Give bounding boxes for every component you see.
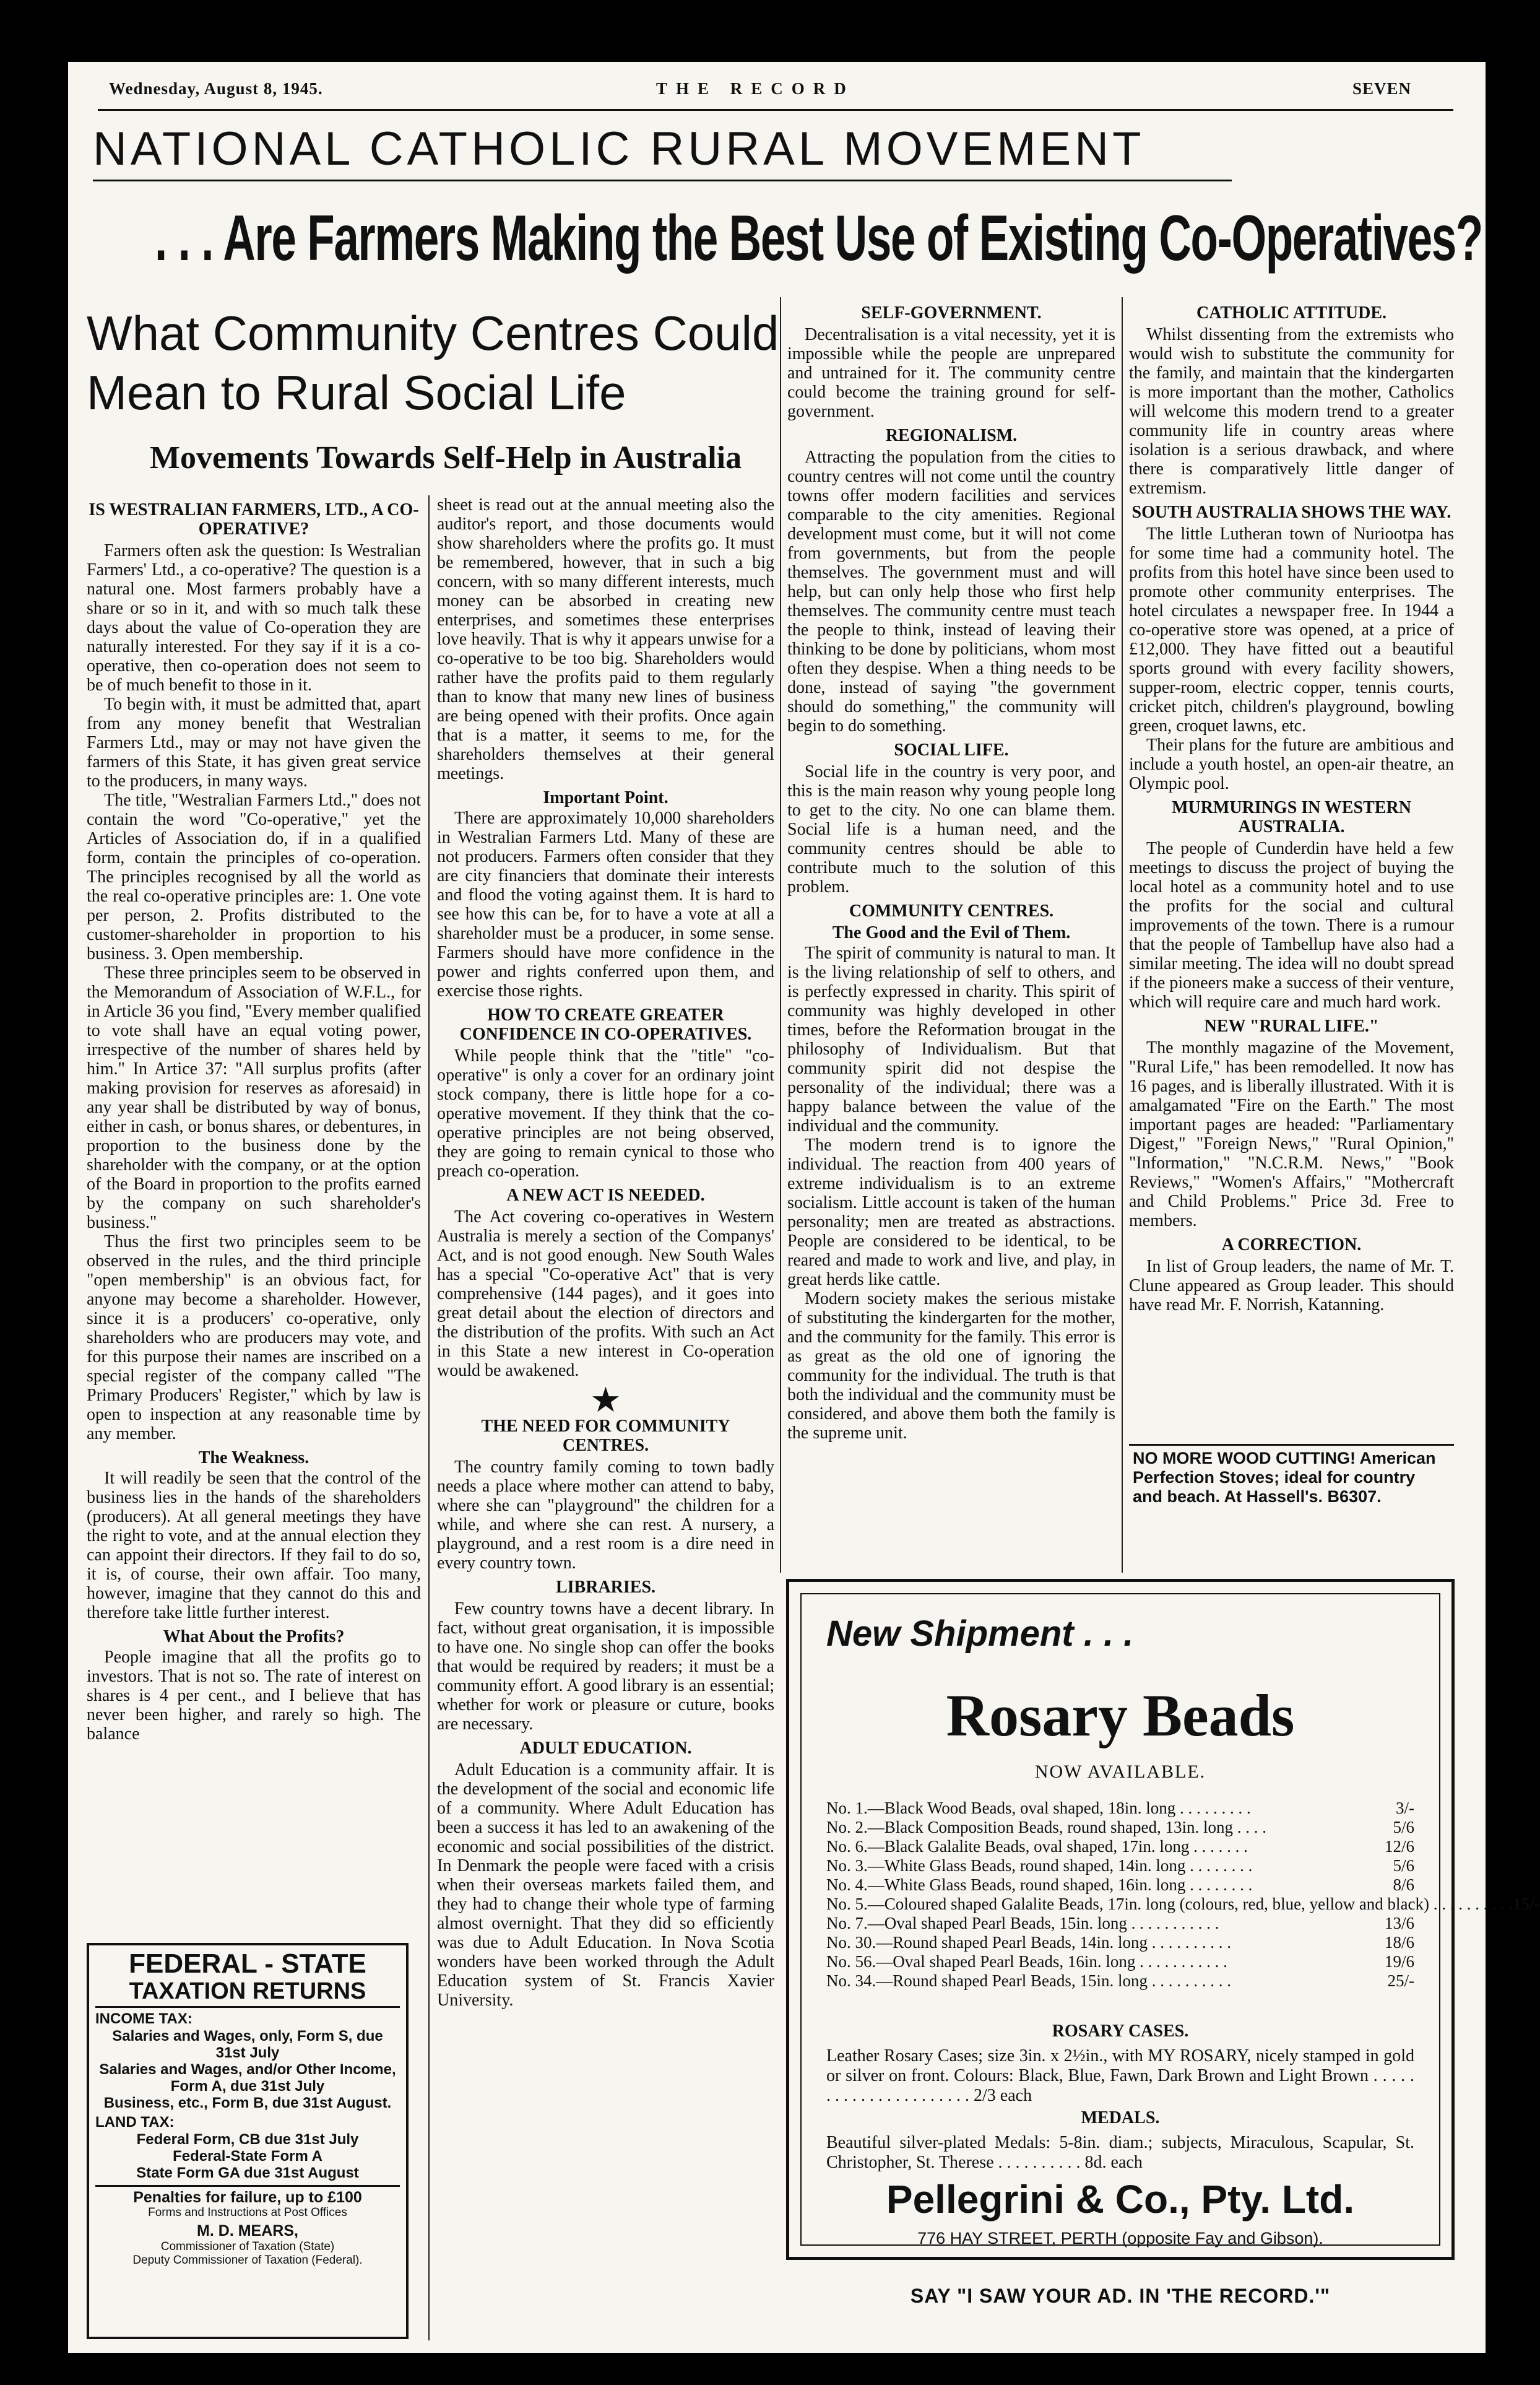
col2-heading-community-centres: THE NEED FOR COMMUNITY CENTRES.: [481, 1417, 730, 1455]
rosary-item-name: No. 5.—Coloured shaped Galalite Beads, 17in. long (colours, red, blue, yellow and black) . . . . . . . . . .: [826, 1895, 1513, 1913]
wood-ad-rule: [1129, 1444, 1454, 1446]
col1-paragraph: To begin with, it must be admitted that, apart from any money benefit that Westralian Farmers Ltd., may or may not have given the farmers of this State, it has given great service to the producers, in many ways.: [87, 695, 421, 791]
article-column-1: [87, 495, 421, 1938]
col2-paragraph: While people think that the "title" "co-operative" is only a cover for an ordinary joint stock company, there is little hope for a co-operative movement. If they think that the co-operative principles are not being observed, they are going to remain cynical to those who preach co-operation.: [437, 1046, 774, 1181]
tax-ad-line: State Form GA due 31st August: [136, 2165, 359, 2181]
firm-address: 776 HAY STREET, PERTH (opposite Fay and Gibson).: [917, 2229, 1323, 2248]
tax-ad-land-heading: LAND TAX:: [95, 2114, 175, 2131]
col3-paragraph: Social life in the country is very poor, and this is the main reason why young people long to get to the city. No one can blame them. Social life is a human need, and the community centres should be able to contribute much to the solution of this problem.: [787, 762, 1115, 897]
col1-paragraph: The title, "Westralian Farmers Ltd.," does not contain the word "Co-operative," yet the Articles of Association do, if in a qualified form, contain the principles of co-operation. The principles recognised by all the world as the real co-operative principles are: 1. One vote per person, 2. Profits distributed to the customer-shareholder in proportion to his business. 3. Open membership.: [87, 791, 421, 963]
col4-heading-rural-life: NEW "RURAL LIFE.": [1204, 1017, 1379, 1036]
rosary-item-row: [826, 1799, 1414, 1818]
subheadline-line-2: Mean to Rural Social Life: [87, 365, 626, 420]
tax-ad-line: Salaries and Wages, only, Form S, due 31st July: [112, 2028, 383, 2061]
subheadline: [87, 303, 792, 422]
rosary-item-row: [826, 1971, 1414, 1991]
col4-paragraph: Their plans for the future are ambitious and include a youth hostel, an open-air theatre, an Olympic pool.: [1129, 736, 1454, 793]
rosary-items-list: [826, 1799, 1540, 1991]
rosary-item-name: No. 2.—Black Composition Beads, round shaped, 13in. long . . . .: [826, 1818, 1266, 1836]
tax-ad-income-heading: INCOME TAX:: [95, 2010, 192, 2027]
column-rule: [1122, 297, 1123, 1573]
article-column-2: [437, 495, 774, 2347]
tax-ad-line: Salaries and Wages, and/or Other Income, Form A, due 31st July: [99, 2061, 396, 2095]
col3-paragraph: The modern trend is to ignore the individual. The reaction from 400 years of extreme individualism is to an extreme socialism. Little account is taken of the human personality; men are treated as abstractions. People are considered to be identical, to be reared and made to work and live, and play, in great herds like cattle.: [787, 1136, 1115, 1289]
col3-heading-social-life: SOCIAL LIFE.: [894, 741, 1009, 760]
col4-paragraph: Whilst dissenting from the extremists who would wish to substitute the community for the family, and maintain that the kindergarten is more important than the mother, Catholics will welcome this modern trend to a greater community life in country areas where isolation is a serious drawback, and where there is comparatively little danger of extremism.: [1129, 325, 1454, 498]
col3-subheading: The Good and the Evil of Them.: [832, 923, 1071, 942]
col2-heading-new-act: A NEW ACT IS NEEDED.: [506, 1186, 705, 1205]
rosary-item-name: No. 56.—Oval shaped Pearl Beads, 16in. long . . . . . . . . . . .: [826, 1952, 1227, 1971]
rosary-ad-available: NOW AVAILABLE.: [1034, 1762, 1206, 1782]
col1-heading-1: IS WESTRALIAN FARMERS, LTD., A CO-OPERATIVE?: [89, 500, 419, 539]
star-divider-icon: ★: [590, 1381, 621, 1420]
rosary-item-price: 3/-: [1396, 1799, 1414, 1817]
rosary-item-row: [826, 1895, 1540, 1914]
rosary-item-price: 18/6: [1384, 1933, 1414, 1952]
col1-paragraph: Farmers often ask the question: Is Westralian Farmers' Ltd., a co-operative? The question is a natural one. Most farmers probably have a share or so in it, and with so much talk these days about the value of Co-operation they are naturally interested. For they say if it is a co-operative, then co-operation does not seem to be of much benefit to those in it.: [87, 541, 421, 695]
tax-ad-penalty: Penalties for failure, up to £100: [95, 2185, 400, 2206]
col3-paragraph: Modern society makes the serious mistake of substituting the kindergarten for the mother, and the community for the family. This error is as great as the old one of ignoring the community for the individual. The truth is that both the individual and the community must be considered, and above them both the family is the supreme unit.: [787, 1289, 1115, 1443]
col2-heading-libraries: LIBRARIES.: [555, 1578, 656, 1597]
kicker: Movements Towards Self-Help in Australia: [149, 440, 742, 476]
header-rule: [98, 109, 1453, 111]
folio-paper-name: THE RECORD: [656, 79, 855, 98]
col3-paragraph: The spirit of community is natural to man. It is the living relationship of self to others, and is perfectly expressed in charity. This spirit of community was highly developed in other times, before the Reformation brougat in the philosophy of Individualism. But that community spirit did not despise the personality of the individual; there was a happy balance between the value of the individual and the community.: [787, 944, 1115, 1136]
col2-paragraph: There are approximately 10,000 shareholders in Westralian Farmers Ltd. Many of these are not producers. Farmers often consider that they are city financiers that dominate their interests and flood the voting against them. It is hard to see how this can be, for to have a vote at all a shareholder must be a producer, in some sense. Farmers should have more confidence in the power and rights conferred upon them, and exercise those rights.: [437, 809, 774, 1001]
rosary-beads-ad: [786, 1579, 1540, 2260]
rosary-cases-heading: ROSARY CASES.: [1052, 2022, 1189, 2041]
rosary-item-name: No. 7.—Oval shaped Pearl Beads, 15in. long . . . . . . . . . . .: [826, 1914, 1219, 1932]
folio-page-number: SEVEN: [1352, 79, 1412, 98]
firm-name: Pellegrini & Co., Pty. Ltd.: [886, 2177, 1355, 2222]
say-i-saw-your-ad: SAY "I SAW YOUR AD. IN 'THE RECORD.'": [910, 2285, 1331, 2307]
col2-paragraph: The country family coming to town badly needs a place where mother can attend to baby, where she can "playground" the children for a while, and where she can rest. A nursery, a playground, and a rest room is a dire need in every country town.: [437, 1458, 774, 1573]
folio-date: Wednesday, August 8, 1945.: [109, 79, 323, 98]
rosary-item-name: No. 34.—Round shaped Pearl Beads, 15in. long . . . . . . . . . .: [826, 1971, 1231, 1990]
tax-ad-title-1: FEDERAL - STATE: [129, 1948, 366, 1979]
col2-heading-adult-education: ADULT EDUCATION.: [519, 1739, 692, 1758]
rosary-item-name: No. 6.—Black Galalite Beads, oval shaped, 17in. long . . . . . . .: [826, 1837, 1248, 1856]
tax-ad-title-2: TAXATION RETURNS: [95, 1979, 400, 2008]
col4-heading-catholic-attitude: CATHOLIC ATTITUDE.: [1196, 303, 1387, 323]
rosary-item-row: [826, 1875, 1414, 1895]
column-rule: [780, 297, 781, 1573]
rosary-item-price: 5/6: [1393, 1856, 1414, 1875]
rosary-item-price: 25/-: [1387, 1971, 1414, 1990]
tax-ad-forms: Forms and Instructions at Post Offices: [148, 2206, 347, 2219]
col4-heading-south-australia: SOUTH AUSTRALIA SHOWS THE WAY.: [1131, 503, 1451, 522]
rosary-item-name: No. 30.—Round shaped Pearl Beads, 14in. long . . . . . . . . . .: [826, 1933, 1231, 1952]
medals-heading: MEDALS.: [1081, 2108, 1160, 2127]
rosary-item-price: 19/6: [1384, 1952, 1414, 1971]
col4-paragraph: In list of Group leaders, the name of Mr. T. Clune appeared as Group leader. This should have read Mr. F. Norrish, Katanning.: [1129, 1257, 1454, 1314]
article-column-4: [1129, 303, 1454, 1443]
col4-paragraph: The people of Cunderdin have held a few meetings to discuss the project of buying the local hotel as a community hotel and to use the profits for the social and cultural improvements of the town. There is a rumour that the people of Tambellup have also had a similar meeting. The idea will no doubt spread if the pioneers make a success of their venture, which will require care and much hard work.: [1129, 839, 1454, 1012]
tax-ad-line: Federal-State Form A: [173, 2148, 322, 2165]
tax-ad-signer: M. D. MEARS,: [197, 2222, 298, 2239]
col2-paragraph: Adult Education is a community affair. It is the development of the social and economic life of a community. Where Adult Education has been a success it has led to an awakening of the economic and social possibilities of the district. In Denmark the people were faced with a crisis when their overseas markets failed them, and they had to change their whole type of farming almost overnight. That they did so efficiently was due to Adult Education. In Nova Scotia wonders have been worked through the Adult Education system of St. Francis Xavier University.: [437, 1760, 774, 2010]
rosary-ad-title: Rosary Beads: [946, 1682, 1295, 1749]
section-title: NATIONAL CATHOLIC RURAL MOVEMENT: [93, 123, 1145, 175]
rosary-item-row: [826, 1914, 1414, 1933]
rosary-item-row: [826, 1952, 1414, 1971]
newspaper-sheet: [68, 62, 1540, 2353]
tax-ad-role: Commissioner of Taxation (State): [160, 2240, 335, 2253]
col3-heading-regionalism: REGIONALISM.: [885, 426, 1018, 445]
tax-ad-line: Federal Form, CB due 31st July: [136, 2131, 359, 2148]
col4-paragraph: The monthly magazine of the Movement, "Rural Life," has been remodelled. It now has 16 pages, and is liberally illustrated. With it is amalgamated "Fire on the Earth." The most important pages are headed: "Parliamentary Digest," "Foreign News," "Rural Opinion," "Information," "N.C.R.M. News," "Book Reviews," "Women's Affairs," "Mothercraft and Child Problems." Price 3d. Free to members.: [1129, 1038, 1454, 1230]
col2-paragraph: Few country towns have a decent library. In fact, without great organisation, it is impossible to have one. No single shop can offer the books that would be required by readers; it must be a community effort. A good library is an essential; whether for work or pleasure or cuture, books are necessary.: [437, 1599, 774, 1734]
col1-paragraph: Thus the first two principles seem to be observed in the rules, and the third principle "open membership" is an obvious fact, for anyone may become a shareholder. However, since it is a producers' co-operative, only shareholders who are producers may vote, and for this purpose their names are inscribed on a special register of the company called "The Primary Producers' Register," which by law is open to inspection at any reasonable time by any member.: [87, 1232, 421, 1443]
article-column-3: [787, 303, 1115, 1560]
col4-heading-murmurings: MURMURINGS IN WESTERN AUSTRALIA.: [1172, 798, 1411, 836]
rosary-item-row: [826, 1856, 1414, 1875]
rosary-item-row: [826, 1837, 1414, 1856]
rosary-ad-inner-border: [800, 1593, 1540, 2248]
medals-text: Beautiful silver-plated Medals: 5-8in. diam.; subjects, Miraculous, Scapular, St. Christopher, St. Therese . . . . . . . . . . 8d. each: [826, 2133, 1414, 2172]
rosary-item-name: No. 4.—White Glass Beads, round shaped, 16in. long . . . . . . . .: [826, 1875, 1253, 1894]
subheadline-line-1: What Community Centres Could: [87, 306, 779, 360]
col4-heading-correction: A CORRECTION.: [1221, 1235, 1362, 1254]
col4-paragraph: The little Lutheran town of Nuriootpa has for some time had a community hotel. The profits from this hotel have since been used to promote other community enterprises. The hotel circulates a newspaper free. In 1944 a co-operative store was opened, at a price of £12,000. They have fitted out a beautiful sports ground with every facility showers, supper-room, electric copper, tennis courts, cricket pitch, children's playground, bowling green, croquet lawns, etc.: [1129, 524, 1454, 736]
rosary-item-price: 5/6: [1393, 1818, 1414, 1836]
col1-paragraph: These three principles seem to be observed in the Memorandum of Association of W.F.L., for in Article 36 you find, "Every member qualified to vote shall have an equal voting power, irrespective of the number of shares held by him." In Artice 37: "All surplus profits (after making provision for reserves as aforesaid) in any year shall be distributed by way of bonus, either in cash, or bonus shares, or debentures, in proportion to the business done by the shareholder with the company, or at the option of the Board in proportion to the profits earned by the company on such shareholder's business.": [87, 963, 421, 1232]
col1-paragraph: People imagine that all the profits go to investors. That is not so. The rate of interest on shares is 4 per cent., and I believe that has never been higher, and rarely so high. The balance: [87, 1648, 421, 1744]
col1-heading-profits: What About the Profits?: [163, 1627, 345, 1646]
headline: . . . Are Farmers Making the Best Use of Existing Co-Operatives?: [155, 202, 1482, 274]
tax-ad-line: Business, etc., Form B, due 31st August.: [103, 2095, 392, 2111]
rosary-ad-header: New Shipment . . .: [826, 1614, 1134, 1654]
taxation-returns-ad: [87, 1943, 409, 2339]
col3-heading-community-centres: COMMUNITY CENTRES.: [849, 901, 1054, 921]
rosary-item-price: 8/6: [1393, 1875, 1414, 1894]
col2-heading-confidence: HOW TO CREATE GREATER CONFIDENCE IN CO-OPERATIVES.: [459, 1006, 752, 1044]
rosary-item-price: 15/-: [1513, 1895, 1540, 1913]
rosary-item-name: No. 3.—White Glass Beads, round shaped, 14in. long . . . . . . . .: [826, 1856, 1253, 1875]
col2-heading-important-point: Important Point.: [543, 788, 668, 807]
col2-paragraph: sheet is read out at the annual meeting also the auditor's report, and those documents would show shareholders where the profits go. It must be remembered, however, that in such a big concern, with so many different interests, much money can be absorbed in creating new enterprises, and sometimes these enterprises love heavily. That is why it appears unwise for a co-operative to be too big. Shareholders would rather have the profits paid to them regularly than to know that many new lines of business are being opened with their profits. Once again that is a matter, it seems to me, for the shareholders themselves at their general meetings.: [437, 495, 774, 783]
col2-paragraph: The Act covering co-operatives in Western Australia is merely a section of the Companys' Act, and is not good enough. New South Wales has a special "Co-operative Act" that is very comprehensive (144 pages), and it goes into great detail about the election of directors and the distribution of the profits. With such an Act in this State a new interest in Co-operation would be awakened.: [437, 1207, 774, 1380]
wood-cutting-ad: NO MORE WOOD CUTTING! American Perfection Stoves; ideal for country and beach. At Hassell's. B6307.: [1133, 1449, 1436, 1506]
column-rule: [428, 495, 430, 2340]
section-title-underline: [93, 180, 1232, 181]
col1-heading-weakness: The Weakness.: [198, 1448, 309, 1467]
tax-ad-role: Deputy Commissioner of Taxation (Federal).: [132, 2254, 363, 2267]
col1-paragraph: It will readily be seen that the control of the business lies in the hands of the shareholders (producers). At all general meetings they have the right to vote, and at the annual election they can appoint their directors. If they fail to do so, it is, of course, their own affair. Too many, however, imagine that they cannot do this and therefore take little further interest.: [87, 1469, 421, 1622]
col3-paragraph: Attracting the population from the cities to country centres will not come until the country towns offer modern facilities and services comparable to the city amenities. Regional development must come, but it will not come from governments, but from the people themselves. The government must and will help, but can only help those who first help themselves. The community centre must teach the people to think, instead of leaving their thinking to be done by politicians, whom most often they despise. When a thing needs to be done, instead of saying "the government should do something," the community will begin to do something.: [787, 448, 1115, 736]
rosary-item-price: 13/6: [1384, 1914, 1414, 1932]
col3-paragraph: Decentralisation is a vital necessity, yet it is impossible while the people are unprepared and untrained for it. The community centre could become the training ground for self-government.: [787, 325, 1115, 421]
rosary-item-row: [826, 1933, 1414, 1952]
rosary-item-name: No. 1.—Black Wood Beads, oval shaped, 18in. long . . . . . . . . .: [826, 1799, 1251, 1817]
rosary-cases-text: Leather Rosary Cases; size 3in. x 2½in., with MY ROSARY, nicely stamped in gold or silver on front. Colours: Black, Blue, Fawn, Dark Brown and Light Brown . . . . . . . . . . . . . . . . . . . . . . 2/3 each: [826, 2046, 1414, 2105]
rosary-item-price: 12/6: [1384, 1837, 1414, 1856]
col3-heading-self-government: SELF-GOVERNMENT.: [861, 303, 1042, 323]
rosary-item-row: [826, 1818, 1414, 1837]
